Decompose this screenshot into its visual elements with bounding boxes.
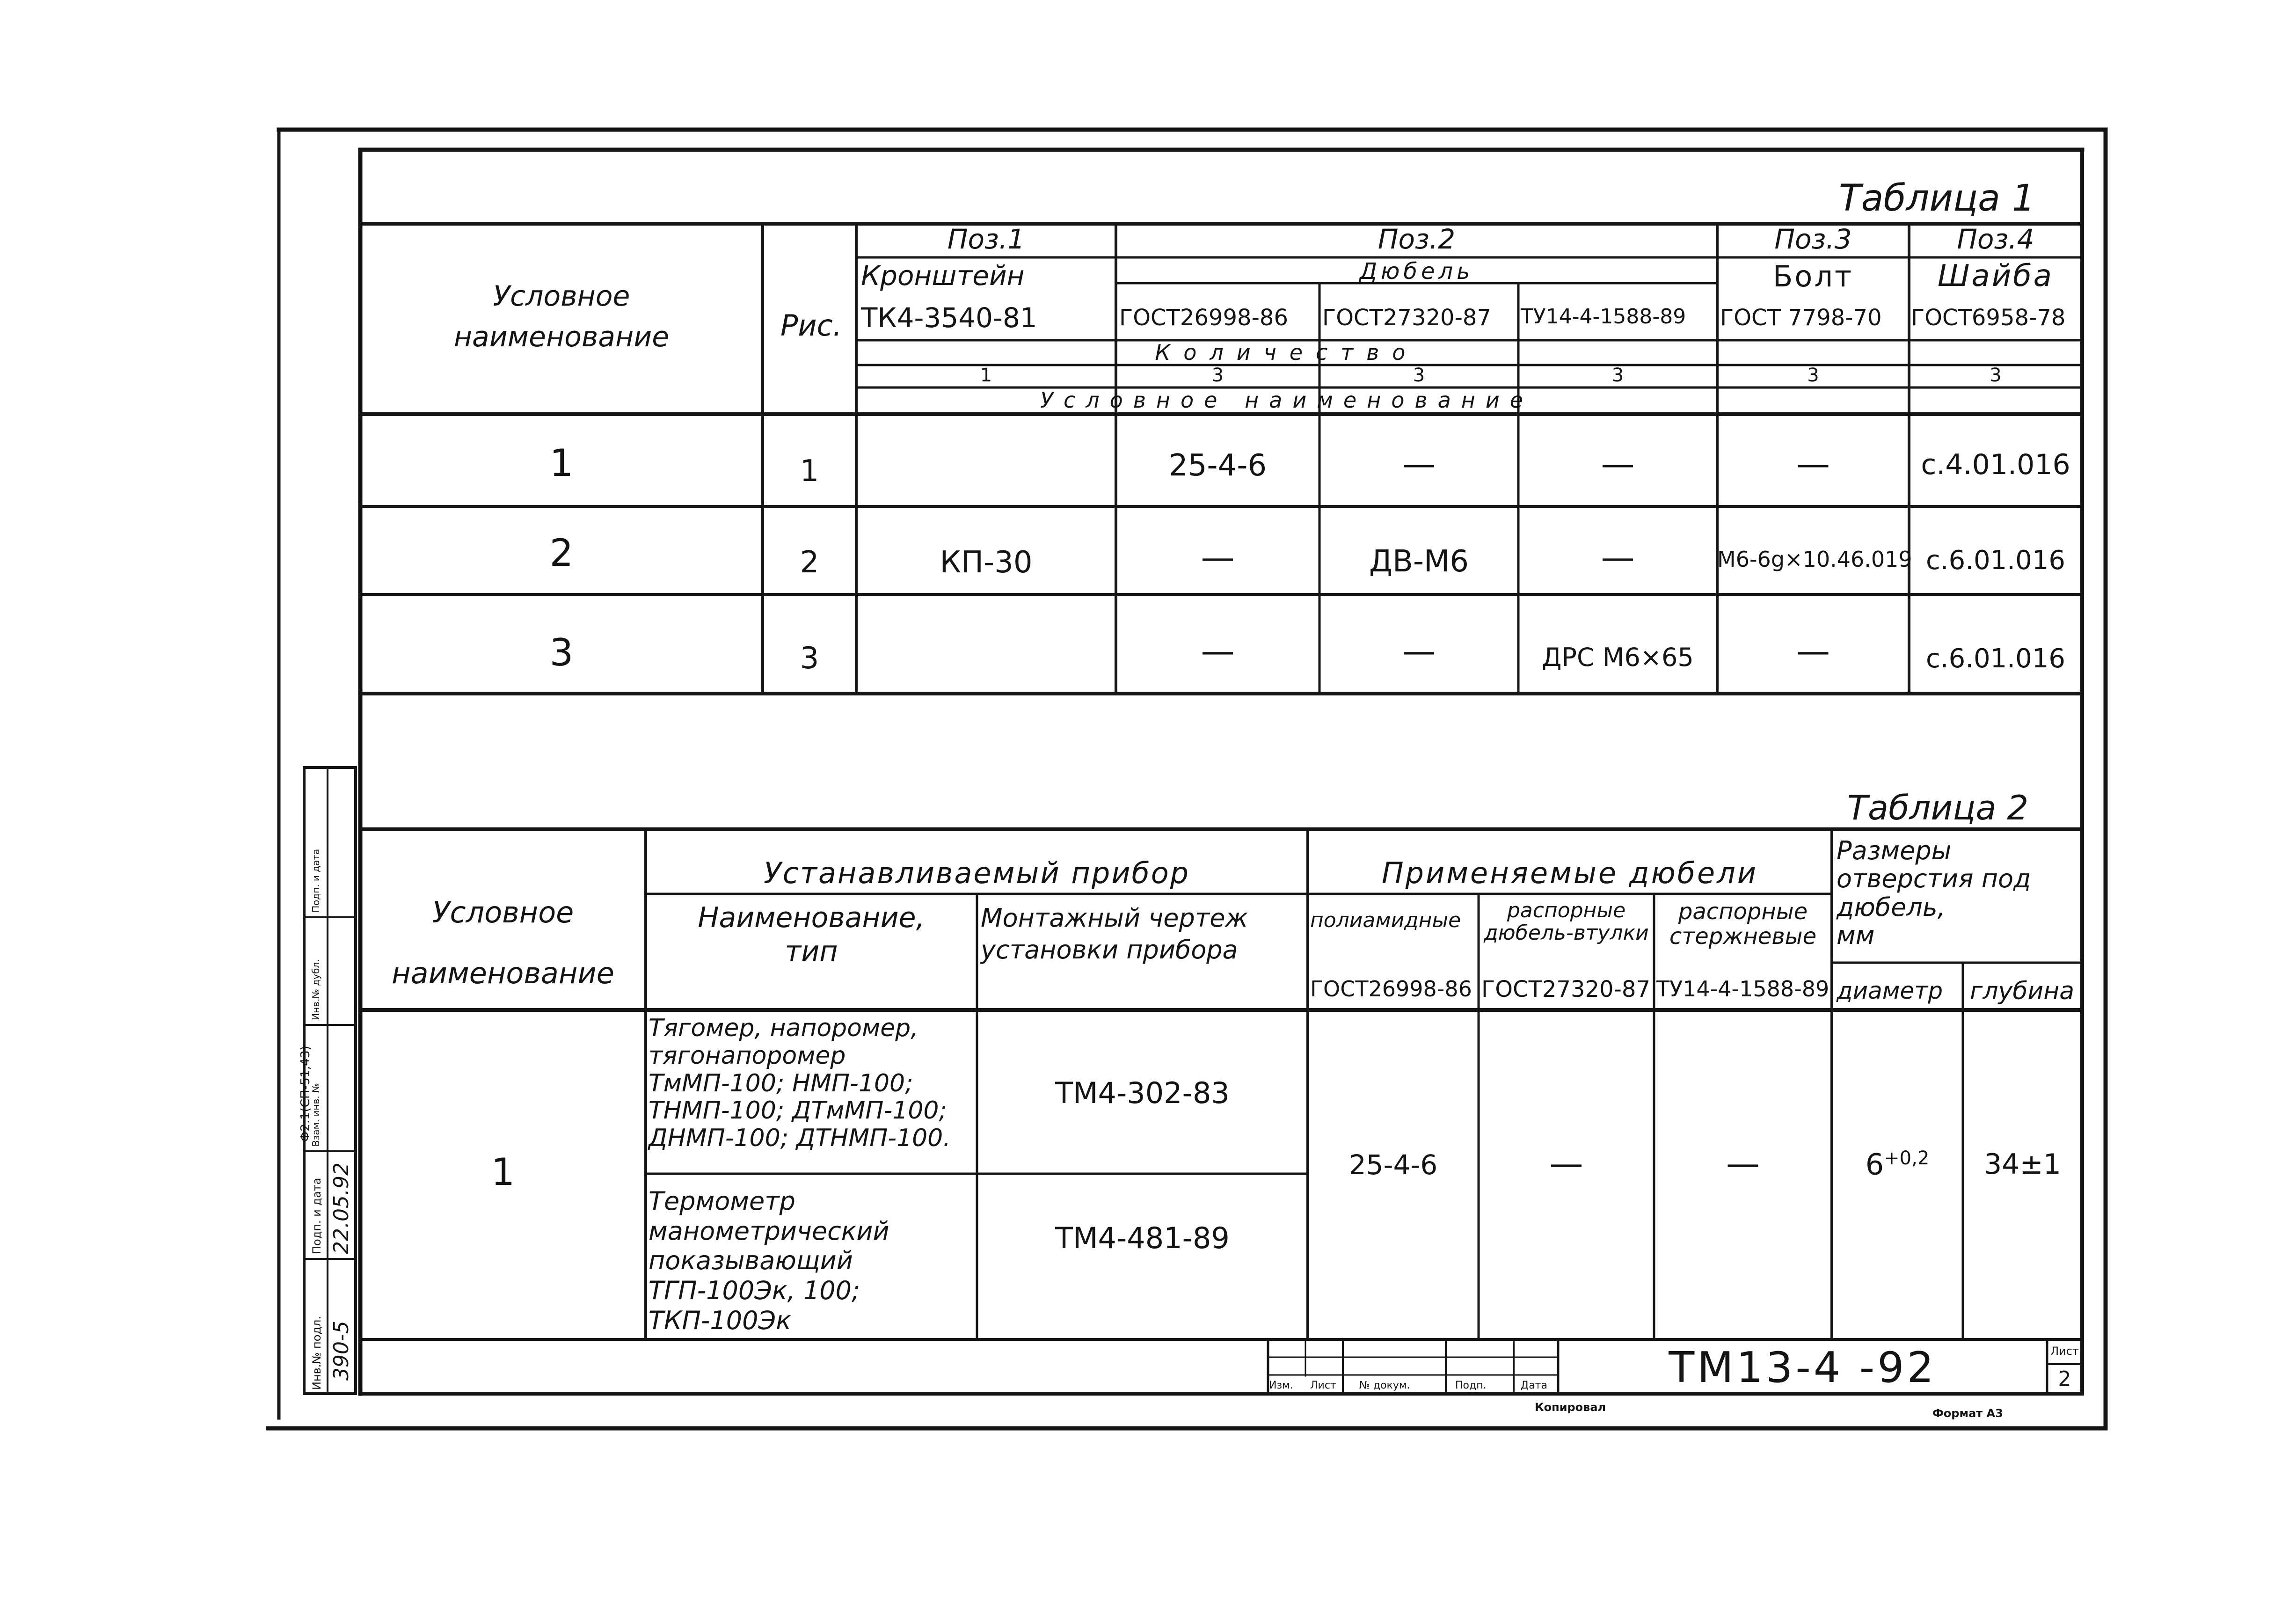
table1-pos2-name: Дюбель bbox=[1359, 258, 1474, 285]
table1-row2-name: 2 bbox=[549, 531, 574, 575]
table2-dowel-doc-1: ГОСТ26998-86 bbox=[1310, 976, 1472, 1002]
table1-pos3-header: Поз.3 bbox=[1774, 223, 1852, 255]
side-stamp-label-sign2: Подп. и дата bbox=[310, 848, 321, 913]
table1-row3-c2: — bbox=[1201, 631, 1235, 671]
table2-dowel-doc-2: ГОСТ27320-87 bbox=[1481, 976, 1650, 1002]
table2-caption: Таблица 2 bbox=[1847, 788, 2029, 827]
table1-row3-c5: — bbox=[1796, 631, 1830, 671]
table2-rod-value: — bbox=[1726, 1144, 1760, 1183]
table2-row-name: 1 bbox=[491, 1150, 515, 1194]
table1-qty-3: 3 bbox=[1413, 365, 1425, 386]
table2-hole-diameter-header: диаметр bbox=[1837, 977, 1943, 1004]
table1-row2-c2: — bbox=[1201, 538, 1235, 577]
table1-pos3-doc: ГОСТ 7798-70 bbox=[1720, 305, 1882, 331]
side-stamp-label-dup: Инв.№ дубл. bbox=[310, 959, 321, 1020]
table1-quantity-label: Количество bbox=[1155, 340, 1419, 365]
table1-row2-c5: М6-6g×10.46.019 bbox=[1717, 547, 1912, 572]
table1-row2-c3: ДВ-М6 bbox=[1369, 544, 1469, 579]
table2-sleeve-value: — bbox=[1549, 1144, 1583, 1183]
table1-figure-column-header: Рис. bbox=[780, 308, 842, 343]
table1-pos2-doc-2: ГОСТ27320-87 bbox=[1322, 305, 1491, 331]
table2-dowel-rod-header: распорные стержневые bbox=[1669, 899, 1817, 950]
table1-row3-name: 3 bbox=[549, 631, 574, 674]
table2-device-group-header: Устанавливаемый прибор bbox=[763, 856, 1190, 890]
table1-row1-name: 1 bbox=[549, 441, 574, 485]
table2-dowel-poly-header: полиамидные bbox=[1310, 908, 1461, 932]
side-stamp-date: 22.05.92 bbox=[329, 1162, 353, 1254]
side-stamp-inventory-no: 390-5 bbox=[329, 1321, 353, 1381]
table1-row1-c4: — bbox=[1601, 444, 1635, 483]
table1-pos4-name: Шайба bbox=[1938, 259, 2054, 293]
table2-device-name-header: Наименование, тип bbox=[698, 901, 925, 968]
table1-qty-2: 3 bbox=[1211, 365, 1224, 386]
table1-row1-c2: 25-4-6 bbox=[1168, 448, 1267, 483]
title-col-label-sign: Подп. bbox=[1455, 1380, 1487, 1391]
table1-pos2-header: Поз.2 bbox=[1378, 223, 1456, 255]
table1-pos4-header: Поз.4 bbox=[1957, 223, 2034, 255]
format-label: Формат А3 bbox=[1932, 1407, 2003, 1420]
table2-drawing-1: ТМ4-302-83 bbox=[1055, 1076, 1230, 1110]
table1-qty-5: 3 bbox=[1807, 365, 1819, 386]
table1-row2-fig: 2 bbox=[800, 545, 819, 580]
table1-row1-fig: 1 bbox=[800, 454, 819, 489]
table2-poly-value: 25-4-6 bbox=[1348, 1149, 1438, 1181]
table2-device-drawing-header: Монтажный чертеж установки прибора bbox=[981, 903, 1248, 965]
table2-dowels-group-header: Применяемые дюбели bbox=[1381, 856, 1758, 890]
sheet-label: Лист bbox=[2050, 1345, 2079, 1358]
table1-qty-4: 3 bbox=[1611, 365, 1624, 386]
table2-dowel-sleeve-header: распорные дюбель-втулки bbox=[1484, 899, 1649, 945]
side-stamp-label-sign: Подп. и дата bbox=[310, 1177, 323, 1254]
table2-hole-group-header: Размеры отверстия под дюбель, мм bbox=[1837, 836, 2031, 950]
table1-row3-c4: ДРС М6×65 bbox=[1542, 643, 1694, 672]
table1-caption: Таблица 1 bbox=[1839, 177, 2035, 219]
table2-hole-depth-header: глубина bbox=[1970, 977, 2075, 1005]
table1-row1-c6: с.4.01.016 bbox=[1921, 448, 2070, 481]
table1-qty-6: 3 bbox=[1990, 365, 2002, 386]
table2-device-2: Термометр манометрический показывающий ТГП-100Эк, 100; ТКП-100Эк bbox=[649, 1186, 889, 1335]
table1-qty-1: 1 bbox=[980, 365, 992, 386]
table2-diameter-value bbox=[1832, 1147, 1963, 1182]
table1-pos3-name: Болт bbox=[1772, 259, 1854, 293]
title-col-label-sheet: Лист bbox=[1310, 1380, 1336, 1391]
table1-row2-c4: — bbox=[1601, 538, 1635, 577]
table1-condition-name-label: Условное наименование bbox=[1040, 387, 1534, 413]
table1-pos4-doc: ГОСТ6958-78 bbox=[1911, 305, 2066, 331]
table1-pos1-name: Кронштейн bbox=[861, 260, 1025, 292]
title-col-label-docno: № докум. bbox=[1359, 1380, 1410, 1391]
table1-pos1-doc: ТК4-3540-81 bbox=[861, 302, 1037, 334]
table2-diameter-base: 6 bbox=[1865, 1147, 1884, 1182]
table1-row3-fig: 3 bbox=[800, 641, 819, 676]
table2-depth-value: 34±1 bbox=[1984, 1148, 2061, 1181]
sheet-number: 2 bbox=[2058, 1367, 2071, 1391]
table2-diameter-tolerance: +0,2 bbox=[1884, 1148, 1930, 1169]
table1-row2-c6: с.6.01.016 bbox=[1926, 545, 2065, 576]
side-stamp-form: Ф2.1(СП-51,43) bbox=[299, 1045, 313, 1142]
table1-pos2-doc-3: ТУ14-4-1588-89 bbox=[1521, 305, 1686, 329]
document-code: ТМ13-4 -92 bbox=[1669, 1343, 1937, 1392]
side-stamp-label-inv: Инв.№ подл. bbox=[310, 1316, 323, 1390]
table2-device-1: Тягомер, напоромер, тягонапоромер ТмМП-100; НМП-100; ТНМП-100; ДТмМП-100; ДНМП-100; ДТНМП-100. bbox=[649, 1014, 951, 1152]
table1-pos2-doc-1: ГОСТ26998-86 bbox=[1119, 305, 1288, 331]
table1-pos1-header: Поз.1 bbox=[947, 223, 1025, 255]
table2-name-column-header: Условное наименование bbox=[392, 895, 614, 991]
copied-by-label: Копировал bbox=[1535, 1401, 1606, 1414]
table1-row3-c3: — bbox=[1402, 631, 1436, 671]
title-col-label-change: Изм. bbox=[1269, 1380, 1293, 1391]
table1-name-column-header: Условное наименование bbox=[453, 280, 670, 353]
side-stamp-label-replace: Взам. инв. № bbox=[310, 1083, 321, 1147]
table1-row3-c6: с.6.01.016 bbox=[1926, 643, 2065, 674]
table1-row1-c5: — bbox=[1796, 444, 1830, 483]
title-col-label-date: Дата bbox=[1521, 1380, 1547, 1391]
table1-bracket-value: КП-30 bbox=[940, 545, 1033, 580]
table1-row1-c3: — bbox=[1402, 444, 1436, 483]
table2-dowel-doc-3: ТУ14-4-1588-89 bbox=[1656, 976, 1830, 1002]
table2-drawing-2: ТМ4-481-89 bbox=[1055, 1221, 1230, 1255]
